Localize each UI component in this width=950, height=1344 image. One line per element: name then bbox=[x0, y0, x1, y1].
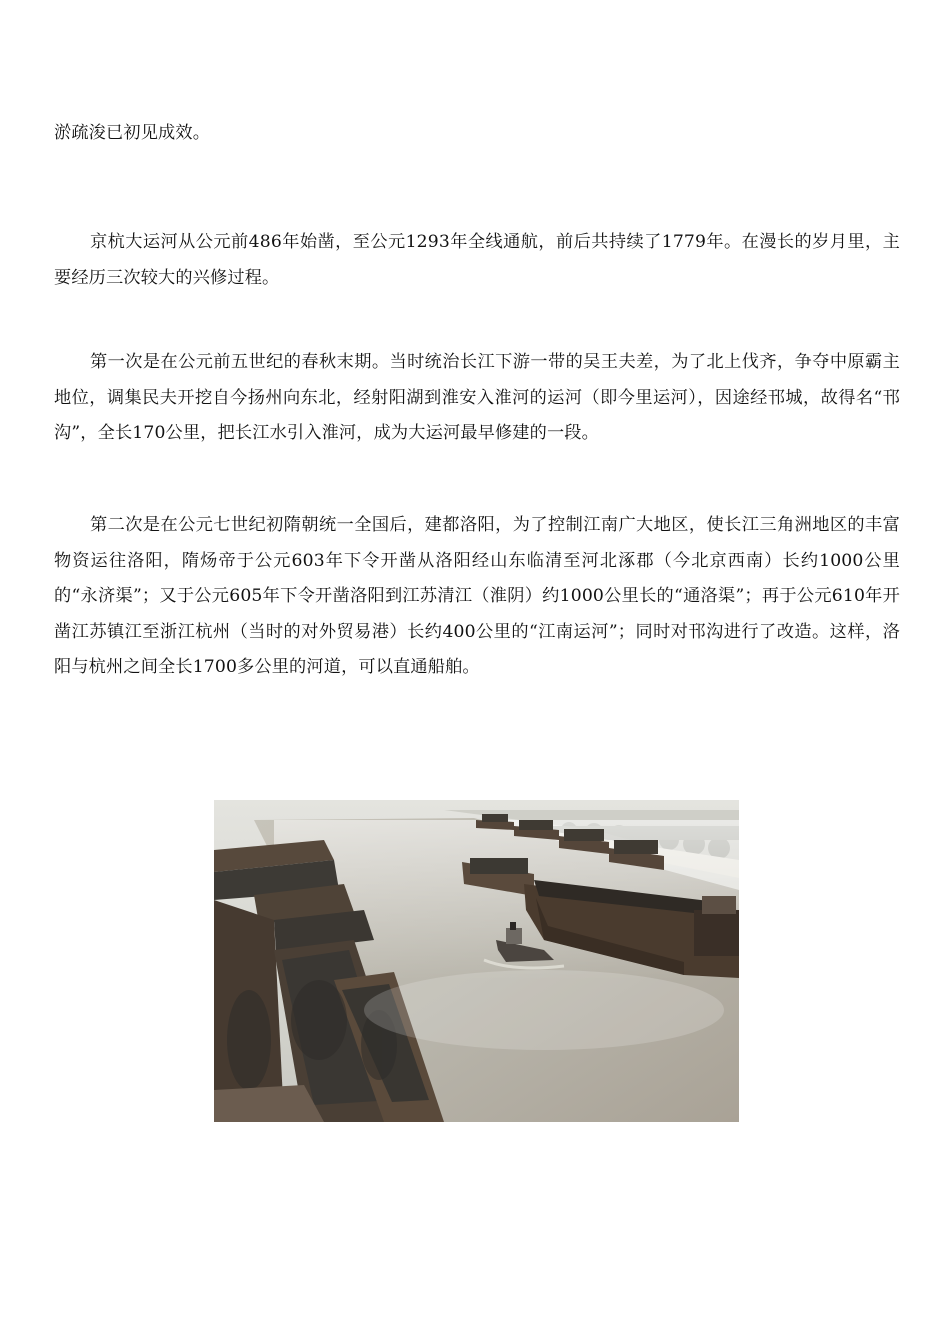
paragraph-second-construction: 第二次是在公元七世纪初隋朝统一全国后，建都洛阳，为了控制江南广大地区，使长江三角洲地区的丰富物资运往洛阳，隋炀帝于公元603年下令开凿从洛阳经山东临清至河北涿郡（今北京西南）长约1000公里的“永济渠”；又于公元605年下令开凿洛阳到江苏清江（淮阴）约1000公里长的“通洛渠”；再于公元610年开凿江苏镇江至浙江杭州（当时的对外贸易港）长约400公里的“江南运河”；同时对邗沟进行了改造。这样，洛阳与杭州之间全长1700多公里的河道，可以直通船舶。 bbox=[54, 515, 900, 677]
canal-barges-photo bbox=[214, 800, 739, 1122]
paragraph-first-construction: 第一次是在公元前五世纪的春秋末期。当时统治长江下游一带的吴王夫差，为了北上伐齐，争夺中原霸主地位，调集民夫开挖自今扬州向东北，经射阳湖到淮安入淮河的运河（即今里运河），因途经邗城，故得名“邗沟”，全长170公里，把长江水引入淮河，成为大运河最早修建的一段。 bbox=[54, 352, 900, 443]
paragraph-canal-history: 京杭大运河从公元前486年始凿，至公元1293年全线通航，前后共持续了1779年。在漫长的岁月里，主要经历三次较大的兴修过程。 bbox=[54, 232, 900, 288]
paragraph-continuation: 淤疏浚已初见成效。 bbox=[54, 123, 211, 143]
canal-photo-illustration bbox=[214, 800, 739, 1122]
